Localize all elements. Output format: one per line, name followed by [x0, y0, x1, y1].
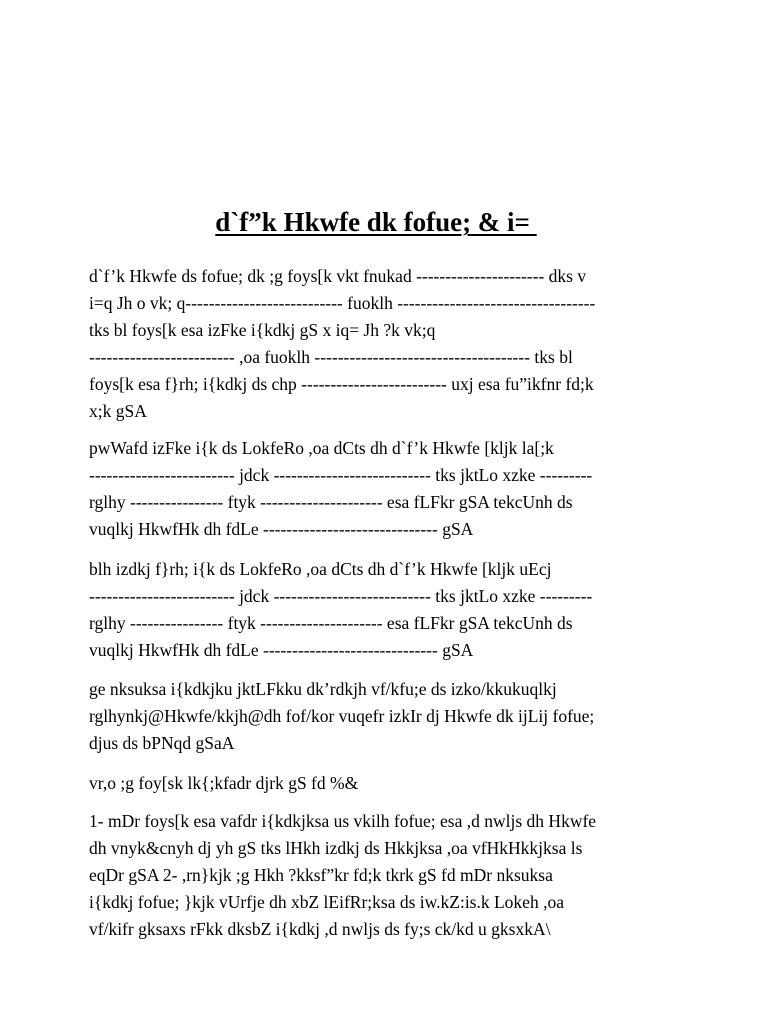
- paragraph-introduction: d`f’k Hkwfe ds fofue; dk ;g foys[k vkt fnukad ---------------------- dks v i=q Jh o vk; q--------------------------- fuoklh ---------------------------------- tks bl foys[k esa izFke i{kdkj gS x iq= Jh ?k vk;q ------------------------- ,oa fuoklh ------------------------------------- tks bl foys[k esa f}rh; i{kdkj ds chp ------------------------- uxj esa fu”ikfnr fd;k x;k gSA: [89, 266, 596, 421]
- document-title: d`f”k Hkwfe dk fofue; & i=: [215, 207, 537, 237]
- paragraph-consent: ge nksuksa i{kdkjku jktLFkku dk’rdkjh vf/kfu;e ds izko/kkukuqlkj rglhynkj@Hkwfe/kkjh@dh fof/kor vuqefr izkIr dj Hkwfe dk ijLij fofue; djus ds bPNqd gSaA: [89, 679, 595, 753]
- paragraph-terms: 1- mDr foys[k esa vafdr i{kdkjksa us vkilh fofue; esa ,d nwljs dh Hkwfe dh vnyk&cnyh dj yh gS tks lHkh izdkj ds Hkkjksa ,oa vfHkHkkjksa ls eqDr gSA 2- ,rn}kjk ;g Hkh ?kksf”kr fd;k tkrk gS fd mDr nksuksa i{kdkj fofue; }kjk vUrfje dh xbZ lEifRr;ksa ds iw.kZ:is.k Lokeh ,oa vf/kifr gksaxs rFkk dksbZ i{kdkj ,d nwljs ds fy;s ck/kd u gksxkA\: [89, 811, 597, 939]
- paragraph-witness-statement: vr,o ;g foy[sk lk{;kfadr djrk gS fd %&: [89, 773, 359, 793]
- document-body: [89, 263, 683, 953]
- paragraph-first-party-land: pwWafd izFke i{k ds LokfeRo ,oa dCts dh d`f’k Hkwfe [kljk la[;k ------------------------- jdck --------------------------- tks jktLo xzke --------- rglhy ---------------- ftyk --------------------- esa fLFkr gSA tekcUnh ds vuqlkj HkwfHk dh fdLe ------------------------------ gSA: [89, 438, 593, 539]
- paragraph-second-party-land: blh izdkj f}rh; i{k ds LokfeRo ,oa dCts dh d`f’k Hkwfe [kljk uEcj ------------------------- jdck --------------------------- tks jktLo xzke --------- rglhy ---------------- ftyk --------------------- esa fLFkr gSA tekcUnh ds vuqlkj HkwfHk dh fdLe ------------------------------ gSA: [89, 559, 593, 660]
